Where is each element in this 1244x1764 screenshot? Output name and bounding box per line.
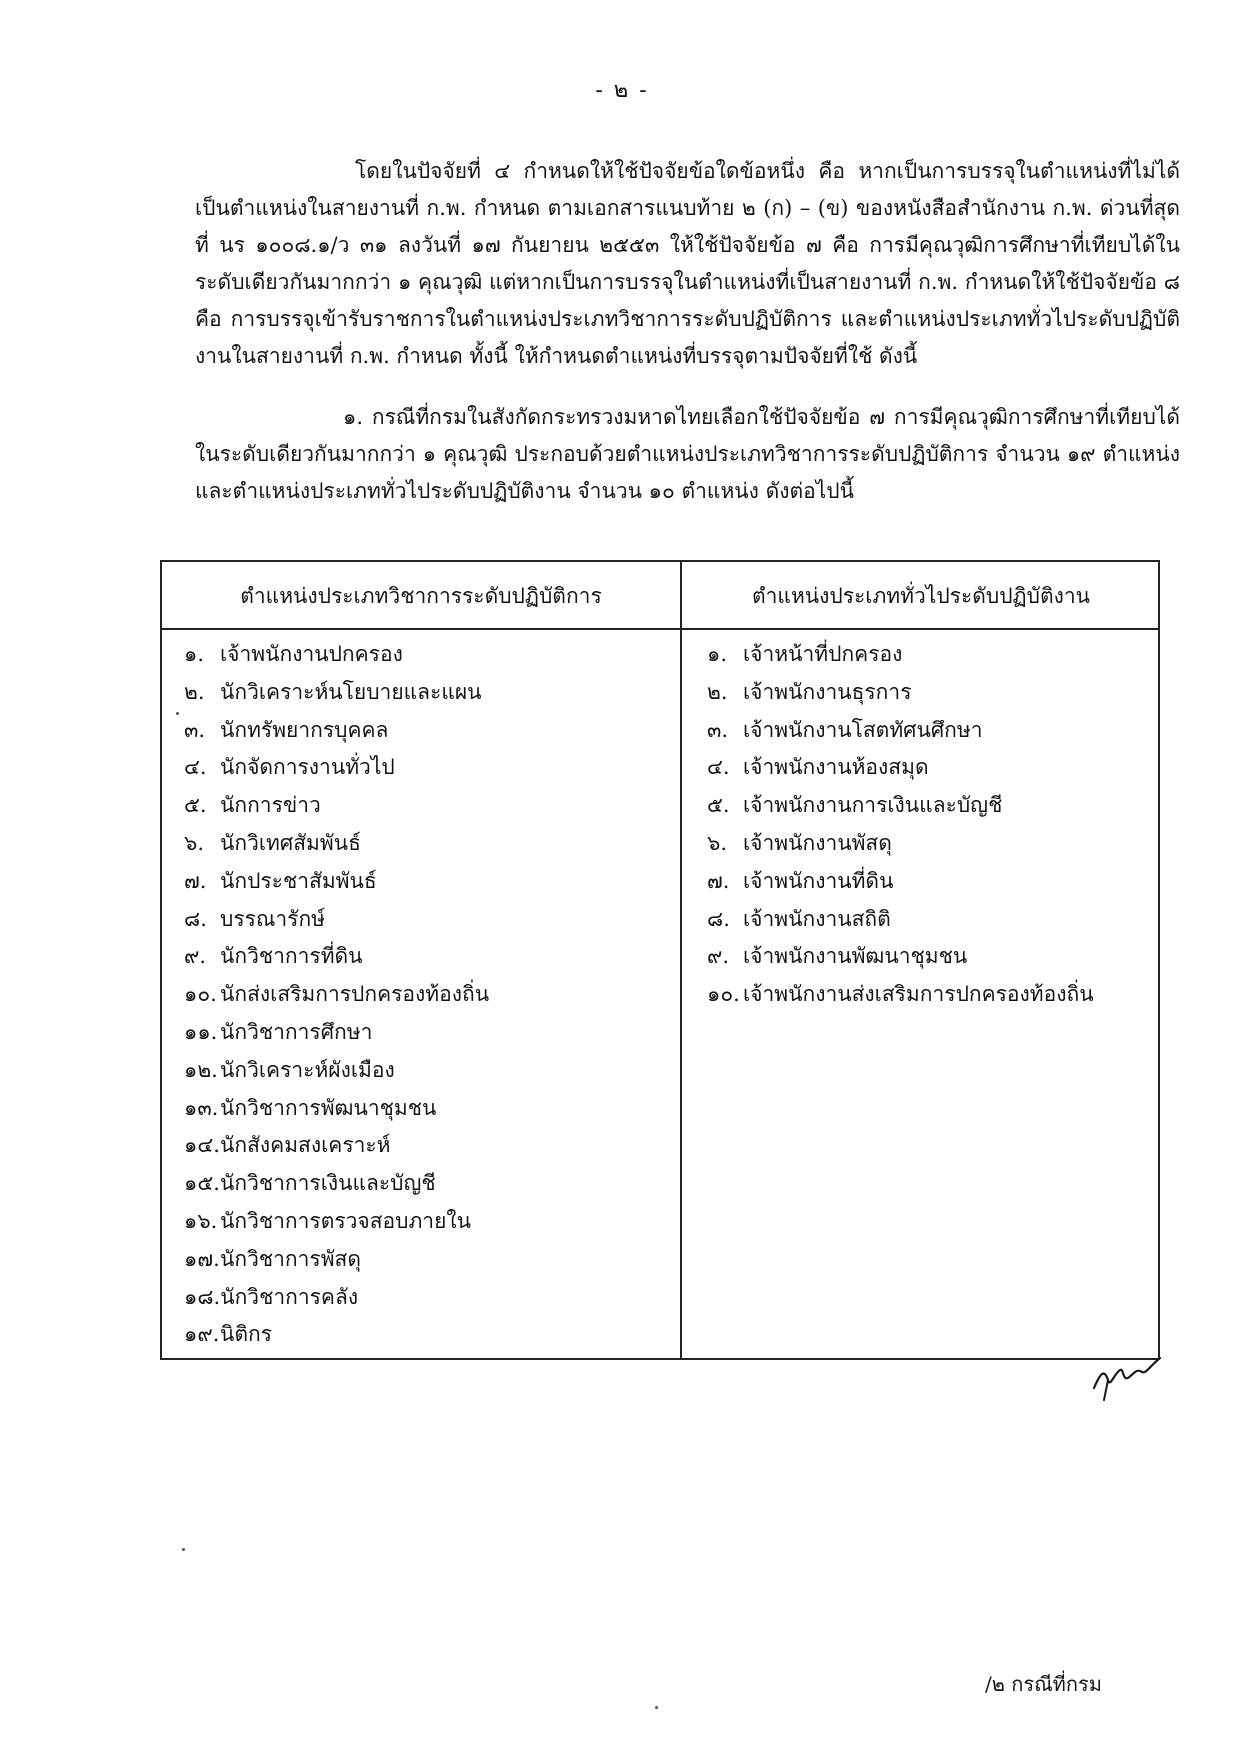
general-positions-list — [707, 636, 1094, 1014]
list-item — [184, 1052, 489, 1090]
item-number: ๖. — [184, 830, 205, 855]
table-header-row — [162, 562, 1158, 630]
item-number: ๕. — [184, 793, 207, 818]
item-label: นักวิชาการพัฒนาชุมชน — [220, 1095, 437, 1120]
item-label: เจ้าพนักงานการเงินและบัญชี — [743, 793, 1003, 818]
item-number: ๑๖. — [184, 1208, 218, 1233]
list-item — [184, 1127, 489, 1165]
list-item — [707, 712, 1094, 750]
item-label: นักส่งเสริมการปกครองท้องถิ่น — [220, 982, 490, 1007]
body-paragraph-1: โดยในปัจจัยที่ ๔ กำหนดให้ใช้ปัจจัยข้อใดข้อหนึ่ง คือ หากเป็นการบรรจุในตำแหน่งที่ไม่ได้เป็นตำแหน่งในสายงานที่ ก.พ. กำหนด ตามเอกสารแนบท้าย ๒ (ก) – (ข) ของหนังสือสำนักงาน ก.พ. ด่วนที่สุด ที่ นร ๑๐๐๘.๑/ว ๓๑ ลงวันที่ ๑๗ กันยายน ๒๕๕๓ ให้ใช้ปัจจัยข้อ ๗ คือ การมีคุณวุฒิการศึกษาที่เทียบได้ในระดับเดียวกันมากกว่า ๑ คุณวุฒิ แต่หากเป็นการบรรจุในตำแหน่งที่เป็นสายงานที่ ก.พ. กำหนดให้ใช้ปัจจัยข้อ ๘ คือ การบรรจุเข้ารับราชการในตำแหน่งประเภทวิชาการระดับปฏิบัติการ และตำแหน่งประเภททั่วไประดับปฏิบัติงานในสายงานที่ ก.พ. กำหนด ทั้งนี้ ให้กำหนดตำแหน่งที่บรรจุตามปัจจัยที่ใช้ ดังนี้ — [195, 159, 1180, 368]
list-item — [184, 787, 489, 825]
list-item — [707, 636, 1094, 674]
list-item — [184, 1203, 489, 1241]
list-item — [707, 976, 1094, 1014]
item-number: ๕. — [707, 793, 730, 818]
item-number: ๑๘. — [184, 1284, 221, 1309]
list-item — [184, 674, 489, 712]
list-item — [184, 1090, 489, 1128]
item-number: ๑. — [707, 642, 728, 666]
list-item — [707, 938, 1094, 976]
list-item — [184, 636, 489, 674]
list-item — [184, 712, 489, 750]
header-academic-positions: ตำแหน่งประเภทวิชาการระดับปฏิบัติการ — [240, 584, 602, 608]
item-number: ๑๓. — [184, 1095, 219, 1120]
item-label: นักการข่าว — [220, 793, 321, 818]
list-item — [707, 863, 1094, 901]
item-label: เจ้าพนักงานห้องสมุด — [743, 755, 929, 780]
item-number: ๑. — [184, 642, 205, 666]
list-item — [184, 976, 489, 1014]
list-item — [707, 901, 1094, 939]
footer-continuation-note: /๒ กรณีที่กรม — [985, 1672, 1102, 1696]
item-label: เจ้าพนักงานสถิติ — [743, 906, 891, 931]
item-label: นักวิเคราะห์ผังเมือง — [220, 1057, 395, 1082]
list-item — [184, 1316, 489, 1354]
item-number: ๑๒. — [184, 1057, 218, 1082]
item-label: นักทรัพยากรบุคคล — [220, 717, 389, 742]
list-item — [184, 1279, 489, 1317]
item-number: ๑๐. — [184, 982, 217, 1007]
item-label: เจ้าพนักงานธุรการ — [743, 679, 912, 704]
item-number: ๔. — [707, 755, 730, 780]
item-number: ๙. — [184, 944, 207, 969]
item-label: นักวิชาการพัสดุ — [220, 1246, 361, 1271]
item-number: ๗. — [184, 868, 207, 893]
item-label: นักจัดการงานทั่วไป — [220, 755, 395, 780]
item-number: ๒. — [707, 679, 728, 704]
list-item — [707, 825, 1094, 863]
item-label: เจ้าพนักงานปกครอง — [220, 642, 403, 666]
item-label: เจ้าพนักงานโสตทัศนศึกษา — [743, 717, 983, 742]
item-number: ๗. — [707, 868, 730, 893]
item-number: ๑๑. — [184, 1019, 218, 1044]
positions-table — [160, 560, 1160, 1360]
handwritten-signature — [1090, 1344, 1170, 1404]
item-label: เจ้าพนักงานพัฒนาชุมชน — [743, 944, 968, 969]
item-number: ๘. — [707, 906, 730, 931]
item-number: ๒. — [184, 679, 205, 704]
item-label: นักวิเทศสัมพันธ์ — [220, 830, 361, 855]
item-label: เจ้าพนักงานพัสดุ — [743, 830, 892, 855]
list-item — [184, 863, 489, 901]
item-number: ๑๐. — [707, 982, 740, 1007]
item-number: ๑๕. — [184, 1171, 220, 1196]
item-number: ๓. — [707, 717, 729, 742]
list-item — [184, 1014, 489, 1052]
scan-speck — [655, 1706, 658, 1709]
list-item — [707, 674, 1094, 712]
item-label: เจ้าพนักงานส่งเสริมการปกครองท้องถิ่น — [743, 982, 1094, 1007]
item-label: นักวิชาการคลัง — [220, 1284, 359, 1309]
item-number: ๙. — [707, 944, 730, 969]
list-item — [184, 825, 489, 863]
list-item — [184, 749, 489, 787]
item-number: ๖. — [707, 830, 728, 855]
item-label: นักประชาสัมพันธ์ — [220, 868, 377, 893]
page-number: - ๒ - — [595, 78, 649, 103]
body-paragraph-2: ๑. กรณีที่กรมในสังกัดกระทรวงมหาดไทยเลือกใช้ปัจจัยข้อ ๗ การมีคุณวุฒิการศึกษาที่เทียบได้ในระดับเดียวกันมากกว่า ๑ คุณวุฒิ ประกอบด้วยตำแหน่งประเภทวิชาการระดับปฏิบัติการ จำนวน ๑๙ ตำแหน่ง และตำแหน่งประเภททั่วไประดับปฏิบัติงาน จำนวน ๑๐ ตำแหน่ง ดังต่อไปนี้ — [195, 405, 1180, 503]
item-number: ๑๗. — [184, 1246, 220, 1271]
item-number: ๑๔. — [184, 1133, 220, 1158]
scan-speck — [176, 712, 179, 715]
item-number: ๘. — [184, 906, 207, 931]
list-item — [184, 938, 489, 976]
item-label: บรรณารักษ์ — [220, 906, 325, 931]
list-item — [184, 1241, 489, 1279]
item-label: เจ้าหน้าที่ปกครอง — [743, 642, 903, 666]
item-number: ๑๙. — [184, 1322, 220, 1347]
item-number: ๔. — [184, 755, 207, 780]
scan-speck — [182, 1548, 185, 1551]
item-label: นักวิชาการที่ดิน — [220, 944, 363, 969]
item-label: นิติกร — [220, 1322, 272, 1347]
list-item — [707, 787, 1094, 825]
list-item — [184, 901, 489, 939]
item-label: นักวิชาการตรวจสอบภายใน — [220, 1208, 472, 1233]
item-label: นักวิเคราะห์นโยบายและแผน — [220, 679, 482, 704]
item-number: ๓. — [184, 717, 206, 742]
list-item — [707, 749, 1094, 787]
academic-positions-list — [184, 636, 489, 1354]
item-label: นักวิชาการศึกษา — [220, 1019, 373, 1044]
item-label: เจ้าพนักงานที่ดิน — [743, 868, 894, 893]
header-general-positions: ตำแหน่งประเภททั่วไประดับปฏิบัติงาน — [751, 584, 1091, 608]
list-item — [184, 1165, 489, 1203]
table-column-divider — [680, 562, 682, 1358]
item-label: นักวิชาการเงินและบัญชี — [220, 1171, 436, 1196]
item-label: นักสังคมสงเคราะห์ — [220, 1133, 391, 1158]
